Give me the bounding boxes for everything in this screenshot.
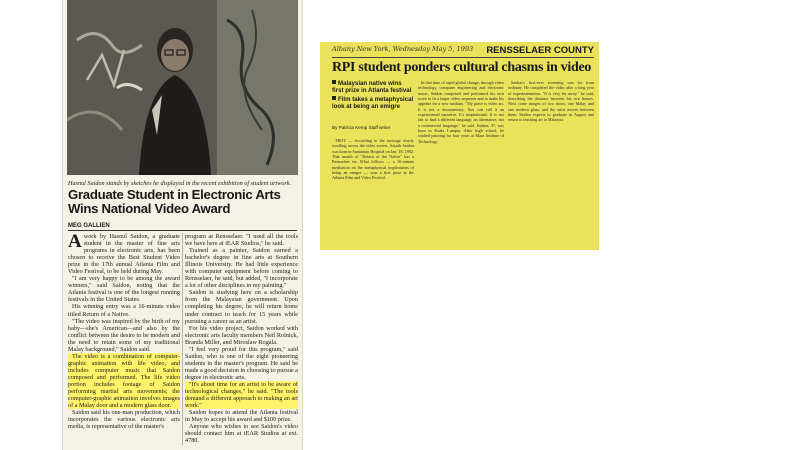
paragraph: "I am very happy to be among the award winners," said Saidon, noting that the Atlanta festival is one of the longest running festivals in the United States. [68, 275, 180, 304]
deck-item [332, 96, 414, 110]
article-column-1 [68, 233, 180, 430]
column-rule [182, 233, 183, 445]
paragraph: Anyone who wishes to see Saidon's video should contact him at iEAR Studios at ext. 4780. [185, 423, 298, 445]
deck-item [332, 80, 414, 94]
paragraph: Saidon said his one-man production, which incorporates the various electronic arts media, is representative of the master's [68, 409, 180, 431]
paragraph: program at Rensselaer. "I used all the tools we have here at iEAR Studios," he said. [185, 233, 298, 248]
byline-rule [68, 230, 297, 231]
photo-illustration [67, 0, 298, 175]
newspaper-clipping-left [63, 0, 302, 450]
drop-cap: A [68, 231, 82, 252]
paragraph: "I feel very proud for this program," said Saidon, who is one of the eight pioneering students in the master's program. He said he made a good decision in choosing to pursue a degree in electronic arts. [185, 345, 298, 381]
article-byline: By Patricia Kemp Staff writer [332, 125, 391, 130]
article-column-3 [508, 80, 594, 123]
paragraph: Trained as a painter, Saidon earned a bachelor's degree in fine arts at Southern Illinois University. He had little experience with computer equipment before coming to Rensselaer, he said, but added, "I incorporate a lot of other disciplines in my painting." [185, 247, 298, 290]
paragraph: For his video project, Saidon worked with electronic arts faculty members Neil Rolnick, Branda Miller, and Miroslaw Rogala. [185, 324, 298, 346]
photo-caption: Hasnul Saidon stands by sketches he displayed in the recent exhibition of student artwork. [68, 180, 292, 187]
article-column-1 [332, 138, 414, 181]
square-bullet-icon [332, 80, 336, 84]
article-headline: Graduate Student in Electronic Arts Wins National Video Award [68, 187, 281, 216]
handwritten-date: Albany New York, Wednesday May 5, 1993 [332, 45, 474, 53]
paragraph: TROY — According to the message slowly scrolling across the video screen, Azizah Saidon was born in Samaritan Hospital on Jan. 18, 1992. That month of "Return of the Native" has a Rensselaer tie. What follows — a 16-minute meditation on the metaphysical implications of being an emigre — won a first prize at the Atlanta Film and Video Festival. [332, 138, 414, 181]
deck-text: Malaysian native wins first prize in Atlanta festival [332, 80, 412, 94]
section-title: RENSSELAER COUNTY [486, 45, 594, 56]
paragraph-highlighted: "It's about time for an artist to be aware of technological changes," he said. "The tools demand a different approach to making an art work." [185, 380, 298, 410]
paragraph-highlighted: The video is a combination of computer-graphic animation with life video, and includes computer music that Saidon composed and performed. The life video portion includes footage of Saidon performing martial arts movements; the computer-graphic animation involves images of a Malay door and a modern glass door. [68, 352, 180, 410]
paragraph: Saidon hopes to attend the Atlanta festival in May to accept his award and $100 prize. [185, 409, 298, 424]
square-bullet-icon [332, 96, 336, 100]
article-byline: MEG GALLIEN [68, 223, 110, 229]
newspaper-clipping-right [320, 42, 599, 250]
article-decks [332, 80, 414, 112]
paragraph: "The video was inspired by the birth of my baby—she's American—and also by the conflict between the desire to be modern and the need to retain some of my traditional Malay background," Saidon said. [68, 317, 180, 353]
article-headline: RPI student ponders cultural chasms in video [332, 60, 592, 75]
deck-text: Film takes a metaphysical look at being an emigre [332, 96, 414, 110]
paragraph: Saidon is studying here on a scholarship from the Malaysian government. Upon completing his degree, he will return home under contract to teach for 15 years while pursuing a career as an artist. [185, 289, 298, 325]
header-rule [332, 57, 594, 58]
article-photo [67, 0, 298, 175]
paragraph-text: work by Hasnul Saidon, a graduate student in the master of fine arts programs in electronic arts, has been chosen to receive the Best Student Video prize in the 17th annual Atlanta Film and Video Festival, to be held during May. [68, 233, 180, 276]
paragraph: In that time of rapid global change, through video technology, computer engineering and electronic music, Saidon composed and performed his own score to fit a larger video sequence and to make his appetite for a new medium. "My piece is video art. It is not a documentary. You can call it an experimental narrative. It's inspirational. It is not fair to find a different language, an alternative, not a commercial language," he said. Saidon, 37, was born in Kuala Lumpur. After high school, he studied painting for four years at Mara Institute of Technology. [418, 80, 504, 144]
article-column-2 [185, 233, 298, 444]
paragraph: His winning entry was a 16-minute video titled Return of a Native. [68, 303, 180, 318]
paragraph: Saidon's first-ever screening was far from ordinary. He completed the video after a long year of experimentation. "It is very far away," he said, describing the distance between his two homes. Next come images of two doors, one Malay and one modern glass, and the artist moves between them. Saidon expects to graduate in August and return to teaching art in Malaysia. [508, 80, 594, 123]
article-column-2 [418, 80, 504, 144]
paragraph [68, 233, 180, 275]
